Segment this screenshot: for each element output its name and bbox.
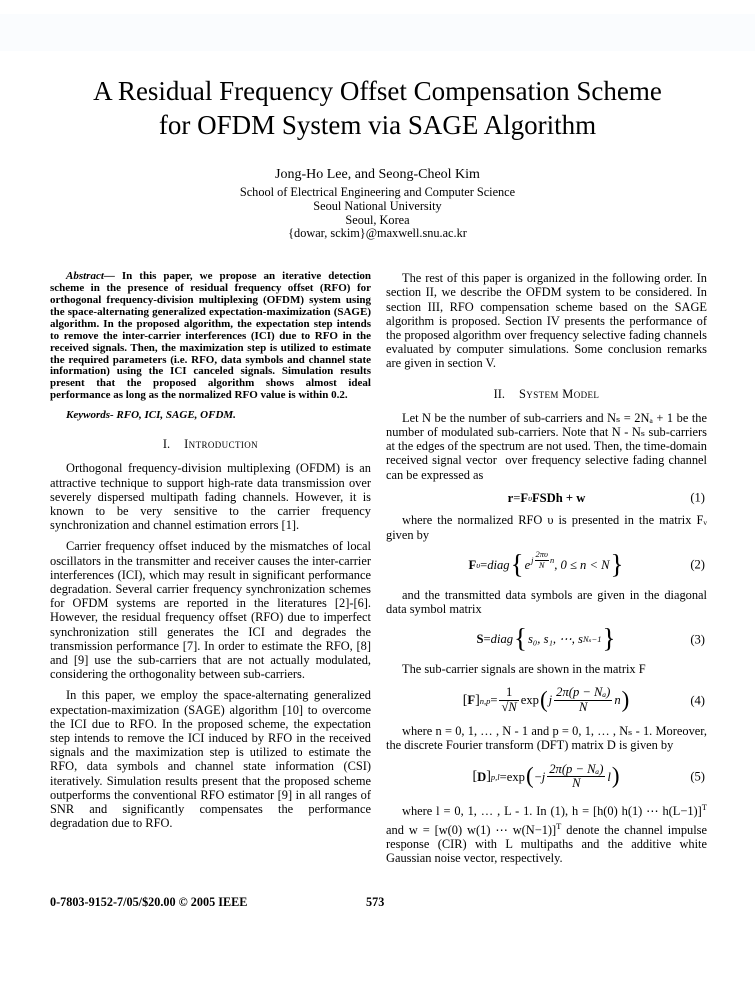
math-func: diag: [487, 558, 510, 573]
author-names: Jong-Ho Lee, and Seong-Cheol Kim: [275, 167, 480, 182]
math-func: exp: [506, 769, 525, 784]
intro-paragraph-2: Carrier frequency offset induced by the mismatches of local oscillators in the transmitter and receiver causes the inter-carrier interferences (ICI), which may result in significant performance degradation. Several carrier frequency synchronization schemes for OFDM systems are reported in the literatures [2]-[6]. However, the residual frequency offset (RFO) due to imperfect synchronization still generates the ICI and degrades the transmission performance [7]. In order to estimate the RFO, [8] and [9] use the sub-carriers that are not actually modulated, considering the orthogonality between sub-carriers.: [50, 539, 371, 682]
section-number: I.: [162, 437, 171, 452]
math-var: e: [524, 558, 531, 573]
page-number: 573: [366, 895, 385, 909]
math-var: j: [531, 555, 534, 566]
abstract-text: In this paper, we propose an iterative detection scheme in the presence of residual frequency offset (RFO) for orthogonal frequency-division multiplexing (OFDM) system using the space-alternating generalized expectation-maximization (SAGE) algorithm. In the proposed algorithm, the expectation step intends to remove the inter-carrier interferences (ICI) due to RFO in the received signals. Then, the maximization step is utilized to estimate the required parameters (i.e. RFO, data symbols and channel state information) using the ICI canceled signals. Simulation results present that the proposed algorithm shows almost ideal performance as long as the normalized RFO value is within 0.2.: [50, 270, 371, 402]
equation-1-body: [508, 492, 586, 505]
math-var: j: [541, 769, 546, 784]
text-segment: denote the channel impulse response (CIR) with L multipaths and the additive white Gaussian noise vector, respectively.: [386, 822, 707, 866]
math-exponent: [531, 550, 554, 570]
abstract-label: Abstract—: [66, 270, 115, 283]
organization-paragraph: The rest of this paper is organized in the following order. In section II, we describe the OFDM system to be considered. In section III, RFO compensation scheme based on the SAGE algorithm is proposed. Section IV presents the performance of the proposed algorithm over frequency selective fading channels evaluated by computer simulations. Some conclusion remarks are given in section V.: [386, 271, 707, 371]
math-terms: s₀, s₁, ⋯, s: [528, 632, 583, 647]
equation-5-body: [472, 763, 620, 792]
paper-title-line1: A Residual Frequency Offset Compensation Scheme: [93, 76, 662, 106]
left-paren: (: [539, 687, 548, 713]
intro-paragraph-3: In this paper, we employ the space-alternating generalized expectation-maximization (SAGE) algorithm [10] to overcome the ICI due to RFO. In the proposed scheme, the expectation step intends to remove the ICI induced by RFO in the received signals and the maximization step is utilized to estimate the RFO, data symbols and channel state information (CSI) iteratively. Simulation results present that the proposed scheme outperforms the conventional RFO estimator [9] in all ranges of SNR and significantly compensates the performance degradation due to RFO.: [50, 688, 371, 831]
right-brace: }: [610, 548, 624, 579]
equation-3-number: (3): [690, 632, 705, 647]
copyright-notice: 0-7803-9152-7/05/$20.00 © 2005 IEEE: [50, 895, 248, 909]
paper-title: [28, 74, 727, 142]
right-paren: ): [621, 687, 630, 713]
math-var: S: [476, 632, 484, 647]
abstract: [50, 271, 371, 402]
after-equation-3-text: The sub-carrier signals are shown in the matrix F: [402, 662, 646, 677]
fraction-numerator: 2π(p − Nₐ): [556, 685, 611, 700]
math-op: =: [490, 693, 498, 708]
math-func: exp: [520, 693, 539, 708]
math-op: =: [480, 558, 488, 573]
equation-1-number: (1): [690, 490, 705, 505]
math-var: F: [467, 693, 476, 708]
equation-4-body: [463, 686, 631, 715]
equation-5: [386, 763, 707, 792]
text-segment: and w = [w(0) w(1) ⋯ w(N−1)]: [386, 822, 557, 837]
fraction-denominator: √N: [501, 700, 517, 715]
left-brace: {: [514, 623, 528, 654]
fraction-numerator: 2πυ: [535, 549, 548, 560]
affiliation-university: Seoul National University: [313, 198, 442, 213]
keywords-line: Keywords- RFO, ICI, SAGE, OFDM.: [66, 409, 236, 422]
equation-3-body: [476, 623, 617, 654]
fraction-numerator: 2π(p − Nₐ): [549, 761, 604, 776]
math-var: F: [468, 558, 477, 573]
equation-4: [386, 686, 707, 715]
fraction-numerator: 1: [499, 686, 518, 701]
text-segment: where l = 0, 1, … , L - 1. In (1), h = [h(0) h(1) ⋯ h(L−1)]: [402, 804, 702, 819]
after-equation-4-text: where n = 0, 1, … , N - 1 and p = 0, 1, … , Nₛ - 1. Moreover, the discrete Fourier transform (DFT) matrix D is given by: [386, 724, 707, 753]
math-op: −: [534, 769, 542, 784]
paper-title-line2: for OFDM System via SAGE Algorithm: [158, 110, 597, 140]
left-brace: {: [510, 548, 524, 579]
section-title: Introduction: [184, 437, 259, 452]
fraction-denominator: N: [538, 559, 545, 570]
left-bracket: [: [462, 692, 468, 708]
math-var: r: [507, 490, 514, 505]
affiliation-city: Seoul, Korea: [345, 212, 410, 227]
left-column: [50, 271, 371, 872]
math-var: FSDh + w: [531, 490, 586, 505]
math-op: =: [513, 490, 521, 505]
fraction: [499, 686, 518, 715]
fraction-denominator: N: [579, 700, 588, 715]
right-bracket: ]: [475, 692, 480, 708]
equation-1: [386, 492, 707, 505]
math-var: n: [614, 693, 621, 708]
left-paren: (: [525, 763, 534, 789]
fraction: [535, 550, 549, 570]
right-paren: ): [611, 763, 620, 789]
equation-2: [386, 548, 707, 579]
transpose-superscript: T: [556, 820, 562, 831]
section-heading-system-model: [386, 387, 707, 401]
math-op: =: [483, 632, 491, 647]
math-sub: p,l: [490, 771, 500, 782]
section-heading-introduction: [50, 437, 371, 451]
affiliation-school: School of Electrical Engineering and Computer Science: [239, 185, 516, 199]
scan-artifact-band: [0, 14, 755, 51]
equation-2-number: (2): [690, 558, 705, 573]
fraction-denominator: N: [572, 776, 581, 791]
transpose-superscript: T: [701, 802, 707, 813]
author-emails: {dowar, sckim}@maxwell.snu.ac.kr: [288, 226, 467, 241]
page-footer: [50, 895, 716, 910]
equation-5-number: (5): [690, 769, 705, 784]
equation-2-body: [468, 548, 625, 579]
math-sub: υ: [476, 560, 481, 571]
math-sub: υ: [528, 492, 532, 503]
math-op: =: [499, 769, 507, 784]
math-var: F: [520, 490, 529, 505]
intro-paragraph-1: Orthogonal frequency-division multiplexing (OFDM) is an attractive technique to support high-rate data transmission over severely dispersed multipath fading channels. However, it is known to be very sensitive to the carrier frequency synchronization and channel estimation errors [1].: [50, 461, 371, 533]
math-var: l: [607, 769, 611, 784]
after-equation-1-text: where the normalized RFO υ is presented in the matrix Fᵥ given by: [386, 513, 707, 542]
section-number: II.: [493, 386, 506, 401]
math-sub: n,p: [479, 695, 491, 706]
affiliation-block: [0, 186, 755, 241]
section-title: System Model: [519, 386, 600, 401]
math-sub: Nₛ−1: [582, 634, 602, 645]
equation-4-number: (4): [690, 693, 705, 708]
after-equation-2-text: and the transmitted data symbols are given in the diagonal data symbol matrix: [386, 587, 707, 617]
math-var: n: [549, 555, 555, 566]
math-op: ,: [554, 558, 561, 573]
right-brace: }: [602, 623, 616, 654]
equation-3: [386, 623, 707, 654]
fraction: [554, 686, 612, 715]
right-bracket: ]: [486, 768, 491, 784]
math-var: j: [548, 693, 553, 708]
math-var: D: [477, 769, 487, 784]
left-bracket: [: [472, 768, 478, 784]
system-model-paragraph: Let N be the number of sub-carriers and Nₛ = 2Nₐ + 1 be the number of modulated sub-carriers. Note that N - Nₛ sub-carriers at the edges of the spectrum are not used. Then, the time-domain received signal vector over frequency selective fading channel can be expressed as: [386, 410, 707, 482]
after-equation-5-text: [386, 800, 707, 865]
right-column: [386, 271, 707, 872]
fraction: [547, 763, 605, 792]
math-func: diag: [490, 632, 514, 647]
math-condition: 0 ≤ n < N: [560, 558, 610, 573]
two-column-body: [50, 271, 707, 872]
